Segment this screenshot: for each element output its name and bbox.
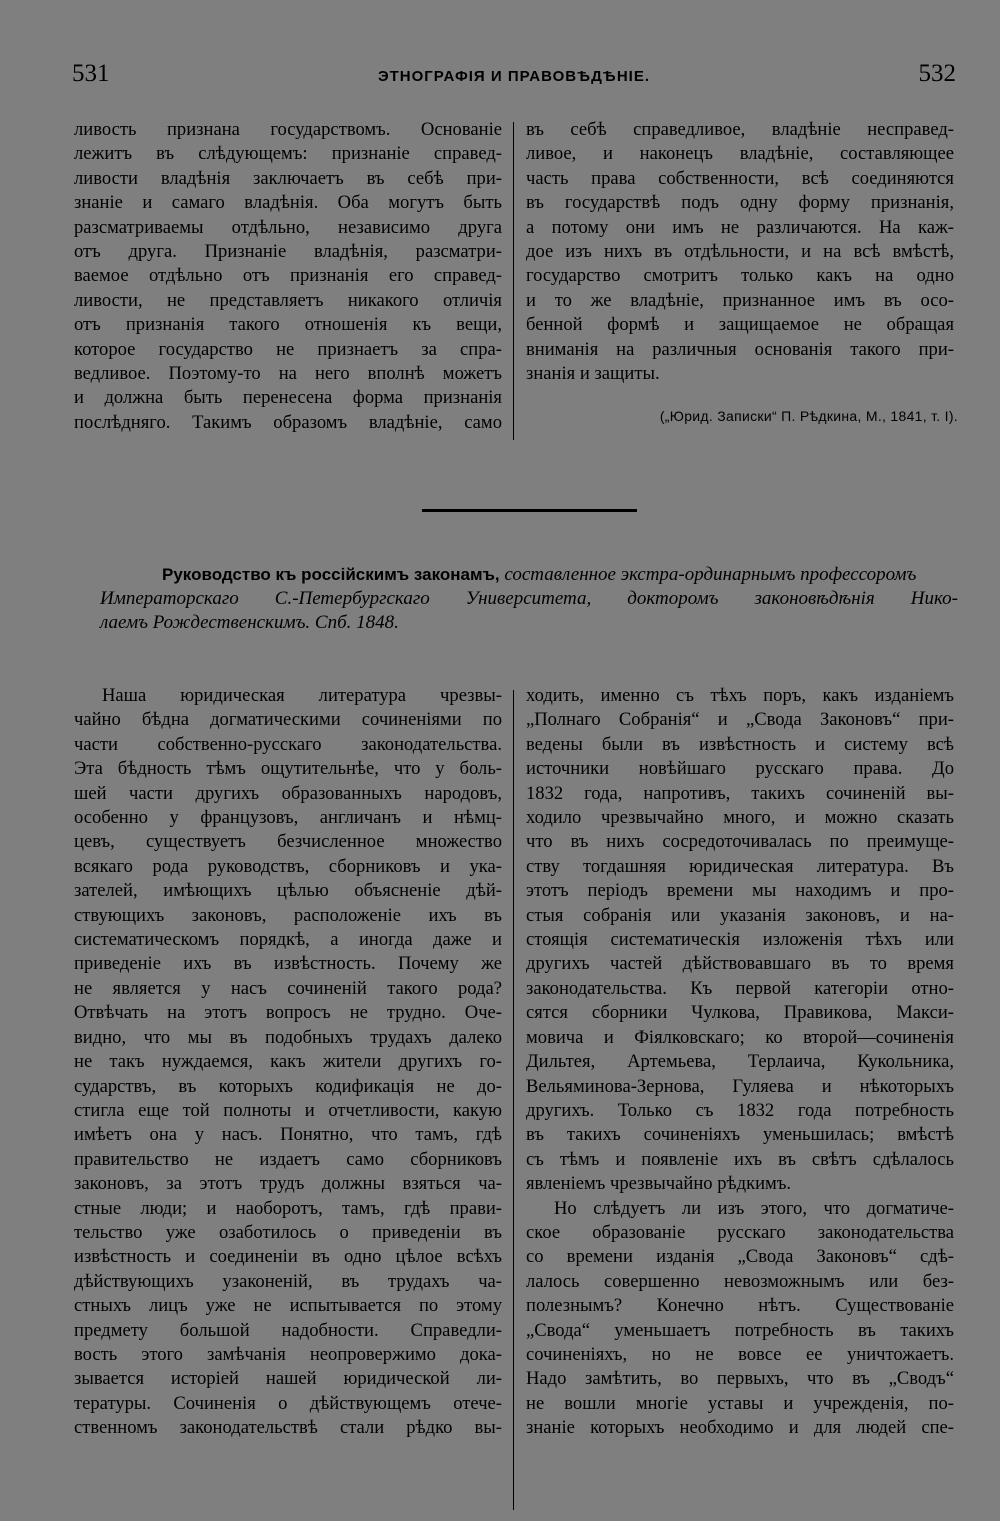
- text-line: въ такихъ сочиненіяхъ уменьшилась; вмѣстѣ: [526, 1124, 954, 1146]
- text-line: зателей, имѣющихъ цѣлью объясненіе дѣй-: [74, 880, 502, 902]
- text-line: ствующихъ законовъ, расположеніе ихъ въ: [74, 904, 502, 926]
- column-rule-top: [513, 122, 514, 440]
- text-line: „Полнаго Собранія“ и „Свода Законовъ“ при-: [526, 709, 954, 731]
- text-line: разсматриваемы отдѣльно, независимо друга: [74, 216, 502, 238]
- text-line: тельство уже озаботилось о приведеніи въ: [74, 1221, 502, 1243]
- text-line: въ себѣ справедливое, владѣніе несправед-: [526, 119, 954, 140]
- text-line: бенной формѣ и защищаемое не обращая: [526, 314, 954, 336]
- text-line: дѣйствующихъ узаконеній, въ трудахъ ча-: [74, 1270, 502, 1292]
- text-line: законовъ, за этотъ трудъ должны взяться ча-: [74, 1173, 502, 1195]
- text-line: стыя собранія или указанія законовъ, и на-: [526, 904, 954, 926]
- text-line: части собственно-русскаго законодательства.: [74, 733, 502, 755]
- text-line: знанія и защиты.: [526, 363, 660, 385]
- text-line: въ государствѣ подъ одну форму признанія,: [526, 192, 954, 214]
- text-line: вость этого замѣчанія неопровержимо дока-: [74, 1343, 502, 1365]
- text-line: тературы. Сочиненія о дѣйствующемъ отече-: [74, 1392, 502, 1414]
- text-line: знаніе которыхъ необходимо и для людей спе-: [526, 1417, 954, 1439]
- text-line: дое изъ нихъ въ отдѣльности, и на всѣ вмѣстѣ,: [526, 241, 954, 263]
- text-line: и должна быть перенесена форма признанія: [74, 387, 502, 409]
- text-line: вниманія на различныя основанія такого при-: [526, 338, 954, 360]
- text-line: другихъ. Только съ 1832 года потребность: [526, 1099, 954, 1121]
- text-line: Отвѣчать на этотъ вопросъ не трудно. Оче-: [74, 1002, 502, 1024]
- text-line: Вельяминова-Зернова, Гуляева и нѣкоторыхъ: [526, 1075, 954, 1097]
- text-line: которое государство не признаетъ за спра-: [74, 338, 502, 360]
- text-line: законодательства. Къ первой категоріи отно-: [526, 977, 954, 999]
- page-number-right: 532: [918, 60, 956, 87]
- review-title-line1: составленное экстра-ординарнымъ профессоромъ: [504, 564, 917, 585]
- text-line: систематическомъ порядкѣ, а иногда даже и: [74, 929, 502, 951]
- text-line: ливости, не представляетъ никакого отличія: [74, 289, 502, 311]
- text-line: мовича и Фіялковскаго; ко второй—сочиненія: [526, 1026, 954, 1048]
- review-title-line3: лаемъ Рождественскимъ. Спб. 1848.: [100, 612, 399, 633]
- text-line: сятся сборники Чулкова, Правикова, Макси-: [526, 1002, 954, 1024]
- text-line: Эта бѣдность тѣмъ ощутительнѣе, что у боль-: [74, 758, 502, 780]
- top-right-column: [526, 118, 954, 386]
- text-line: особенно у французовъ, англичанъ и нѣмц-: [74, 807, 502, 829]
- text-line: „Свода“ уменьшаетъ потребность въ такихъ: [526, 1319, 954, 1341]
- text-line: сочиненіяхъ, но не вовсе ее уничтожаетъ.: [526, 1343, 954, 1365]
- text-line: чайно бѣдна догматическими сочиненіями по: [74, 709, 502, 731]
- text-line: знаніе и самаго владѣнія. Оба могутъ быть: [74, 192, 502, 214]
- text-line: и то же владѣніе, признанное имъ въ осо-: [526, 289, 954, 311]
- text-line: стные люди; и наоборотъ, тамъ, гдѣ прави-: [74, 1197, 502, 1219]
- text-line: источники новѣйшаго русскаго права. До: [526, 758, 954, 780]
- text-line: ведены были въ извѣстность и систему всѣ: [526, 733, 954, 755]
- text-line: извѣстность и соединеніи въ одно цѣлое всѣхъ: [74, 1246, 502, 1268]
- text-line: Надо замѣтить, во первыхъ, что въ „Сводъ“: [526, 1368, 954, 1390]
- text-line: Дильтея, Артемьева, Терлаича, Кукольника,: [526, 1051, 954, 1073]
- text-line: ваемое отдѣльно отъ признанія его справед-: [74, 265, 502, 287]
- citation: („Юрид. Записки“ П. Рѣдкина, М., 1841, т. I).: [659, 408, 958, 424]
- text-line: имѣетъ она у насъ. Понятно, что тамъ, гдѣ: [74, 1124, 502, 1146]
- text-line: предмету большой надобности. Справедли-: [74, 1319, 502, 1341]
- bottom-right-column: [526, 684, 954, 1441]
- review-title-bold: Руководство къ россійскимъ законамъ,: [162, 565, 500, 584]
- text-line: что въ нихъ сосредоточивалась по преимуще-: [526, 831, 954, 853]
- review-title: [100, 563, 958, 635]
- text-line: государство смотритъ только какъ на одно: [526, 265, 954, 287]
- page-header: [72, 60, 956, 100]
- text-line: 1832 года, напротивъ, такихъ сочиненій вы-: [526, 782, 954, 804]
- text-line: зывается исторіей нашей юридической ли-: [74, 1368, 502, 1390]
- text-line: не такъ нуждаемся, какъ жители другихъ го-: [74, 1051, 502, 1073]
- text-line: правительство не издаетъ само сборниковъ: [74, 1148, 502, 1170]
- text-line: сударствъ, въ которыхъ кодификація не до-: [74, 1075, 502, 1097]
- text-line: ское образованіе русскаго законодательства: [526, 1221, 954, 1243]
- text-line: всякаго рода руководствъ, сборниковъ и ука-: [74, 855, 502, 877]
- text-line: не вошли многіе уставы и учрежденія, по-: [526, 1392, 954, 1414]
- text-line: приведеніе ихъ въ извѣстность. Почему же: [74, 953, 502, 975]
- bottom-left-column: [74, 684, 502, 1441]
- text-line: часть права собственности, всѣ соединяются: [526, 167, 954, 189]
- text-line: ведливое. Поэтому-то на него вполнѣ можетъ: [74, 363, 502, 385]
- text-line: другихъ частей дѣйствовавшаго въ то время: [526, 953, 954, 975]
- review-title-line2: Императорскаго С.-Петербургскаго Университета, докторомъ законовѣдѣнія Нико-: [100, 588, 958, 609]
- top-left-column: [74, 118, 502, 435]
- text-line: стигла еще той полноты и отчетливости, какую: [74, 1099, 502, 1121]
- text-line: шей части другихъ образованныхъ народовъ,: [74, 782, 502, 804]
- text-line: ходить, именно съ тѣхъ поръ, какъ изданіемъ: [526, 685, 954, 706]
- text-line: ходило чрезвычайно много, и можно сказать: [526, 807, 954, 829]
- text-line: ливости владѣнія заключаетъ въ себѣ при-: [74, 167, 502, 189]
- text-line: стныхъ лицъ уже не испытывается по этому: [74, 1295, 502, 1317]
- text-line: Наша юридическая литература чрезвы-: [102, 685, 502, 706]
- text-line: явленіемъ чрезвычайно рѣдкимъ.: [526, 1173, 792, 1195]
- text-line: ливость признана государствомъ. Основаніе: [74, 119, 502, 140]
- text-line: со времени изданія „Свода Законовъ“ сдѣ-: [526, 1246, 954, 1268]
- text-line: цевъ, существуетъ безчисленное множество: [74, 831, 502, 853]
- text-line: послѣдняго. Такимъ образомъ владѣніе, само: [74, 411, 502, 433]
- text-line: Но слѣдуетъ ли изъ этого, что догматиче-: [554, 1197, 954, 1219]
- text-line: съ тѣмъ и появленіе ихъ въ свѣтъ сдѣлалось: [526, 1148, 954, 1170]
- text-line: ливое, и наконецъ владѣніе, составляющее: [526, 143, 954, 165]
- text-line: полезнымъ? Конечно нѣтъ. Существованіе: [526, 1295, 954, 1317]
- section-divider: [422, 509, 637, 512]
- text-line: ственномъ законодательствѣ стали рѣдко вы-: [74, 1417, 502, 1439]
- text-line: стоящія систематическія изложенія тѣхъ или: [526, 929, 954, 951]
- text-line: этотъ періодъ времени мы находимъ и про-: [526, 880, 954, 902]
- running-title: ЭТНОГРАФІЯ И ПРАВОВѢДѢНІЕ.: [377, 68, 651, 85]
- text-line: отъ друга. Признаніе владѣнія, разсматри-: [74, 241, 502, 263]
- text-line: а потому они имъ не различаются. На каж-: [526, 216, 954, 238]
- text-line: отъ признанія такого отношенія къ вещи,: [74, 314, 502, 336]
- text-line: лежитъ въ слѣдующемъ: признаніе справед-: [74, 143, 502, 165]
- text-line: лалось совершенно невозможнымъ или без-: [526, 1270, 954, 1292]
- text-line: не является у насъ сочиненій такого рода?: [74, 977, 502, 999]
- page-number-left: 531: [72, 60, 110, 87]
- text-line: видно, что мы въ подобныхъ трудахъ далеко: [74, 1026, 502, 1048]
- column-rule-bottom: [513, 690, 514, 1510]
- text-line: ству тогдашняя юридическая литература. Въ: [526, 855, 954, 877]
